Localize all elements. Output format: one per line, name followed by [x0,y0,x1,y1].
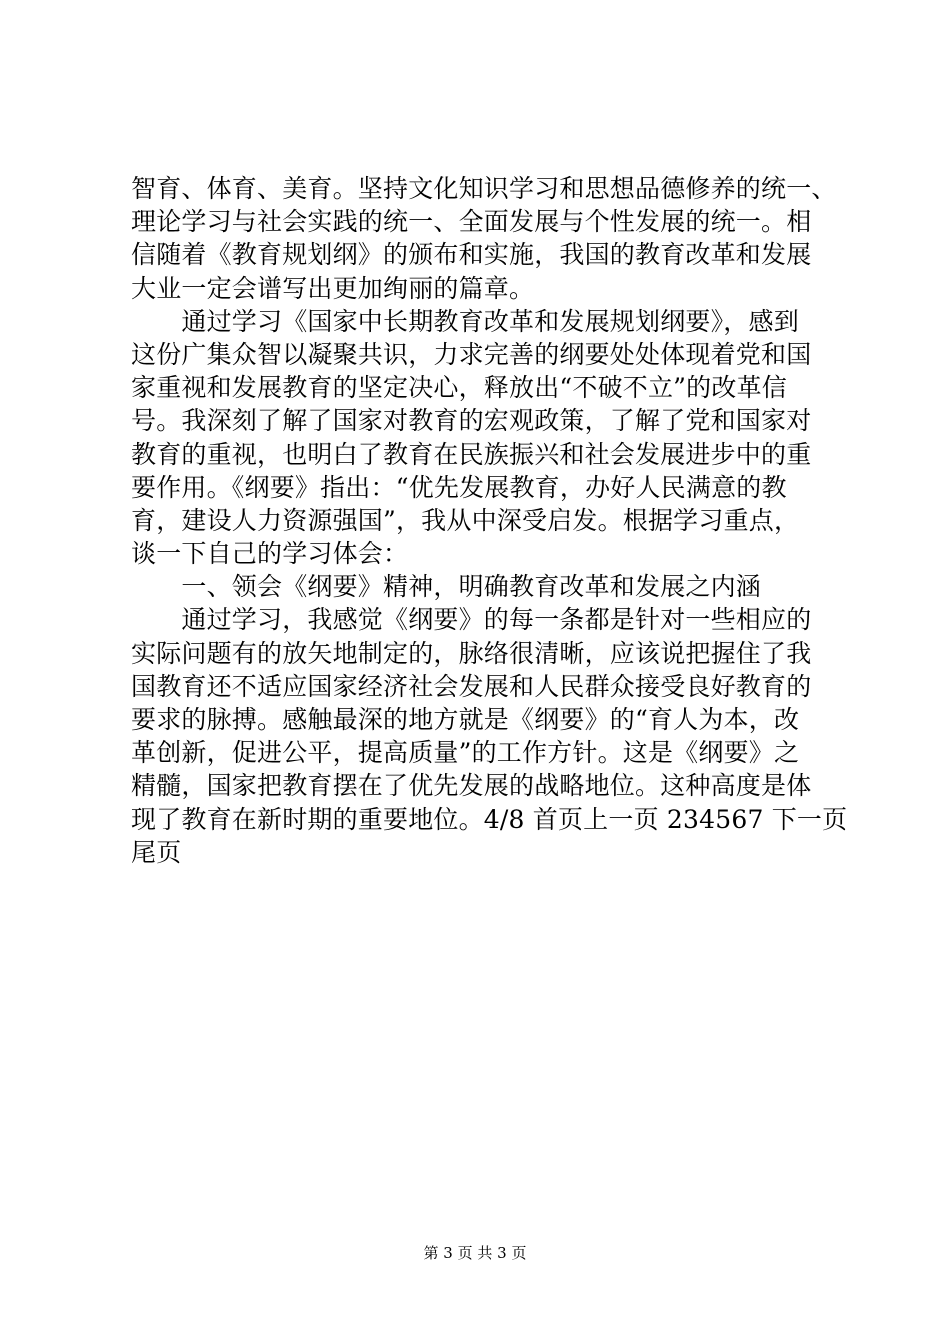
text-line: 大业一定会谱写出更加绚丽的篇章。 [131,273,535,303]
text-line: 育，建设人力资源强国”，我从中深受启发。根据学习重点， [131,505,800,535]
text-line: 智育、体育、美育。坚持文化知识学习和思想品德修养的统一、 [131,174,837,203]
text-line: 现了教育在新时期的重要地位。4/8 首页上一页 234567 下一页 [131,804,848,834]
text-line: 通过学习，我感觉《纲要》的每一条都是针对一些相应的 [131,605,812,635]
text-line: 教育的重视，也明白了教育在民族振兴和社会发展进步中的重 [131,439,812,469]
text-line: 实际问题有的放矢地制定的，脉络很清晰，应该说把握住了我 [131,638,812,668]
text-line: 信随着《教育规划纲》的颁布和实施，我国的教育改革和发展 [131,240,812,270]
text-line: 通过学习《国家中长期教育改革和发展规划纲要》，感到 [131,306,799,336]
text-line: 谈一下自己的学习体会： [131,539,409,569]
section-heading: 一、领会《纲要》精神，明确教育改革和发展之内涵 [131,572,762,602]
text-line: 理论学习与社会实践的统一、全面发展与个性发展的统一。相 [131,207,812,237]
page-number-label: 第 3 页 共 3 页 [423,1244,527,1262]
page-footer [0,1243,950,1263]
text-line: 精髓，国家把教育摆在了优先发展的战略地位。这种高度是体 [131,771,812,801]
document-body [131,172,848,869]
text-line: 革创新，促进公平，提高质量”的工作方针。这是《纲要》之 [131,738,800,768]
text-line: 要求的脉搏。感触最深的地方就是《纲要》的“育人为本，改 [131,705,800,734]
text-line: 要作用。《纲要》指出：“优先发展教育，办好人民满意的教 [131,472,787,502]
text-line: 这份广集众智以凝聚共识，力求完善的纲要处处体现着党和国 [131,339,812,369]
text-line: 尾页 [131,837,182,867]
text-line: 家重视和发展教育的坚定决心，释放出“不破不立”的改革信 [131,373,787,403]
text-line: 号。我深刻了解了国家对教育的宏观政策，了解了党和国家对 [131,406,812,436]
text-line: 国教育还不适应国家经济社会发展和人民群众接受良好教育的 [131,671,812,701]
